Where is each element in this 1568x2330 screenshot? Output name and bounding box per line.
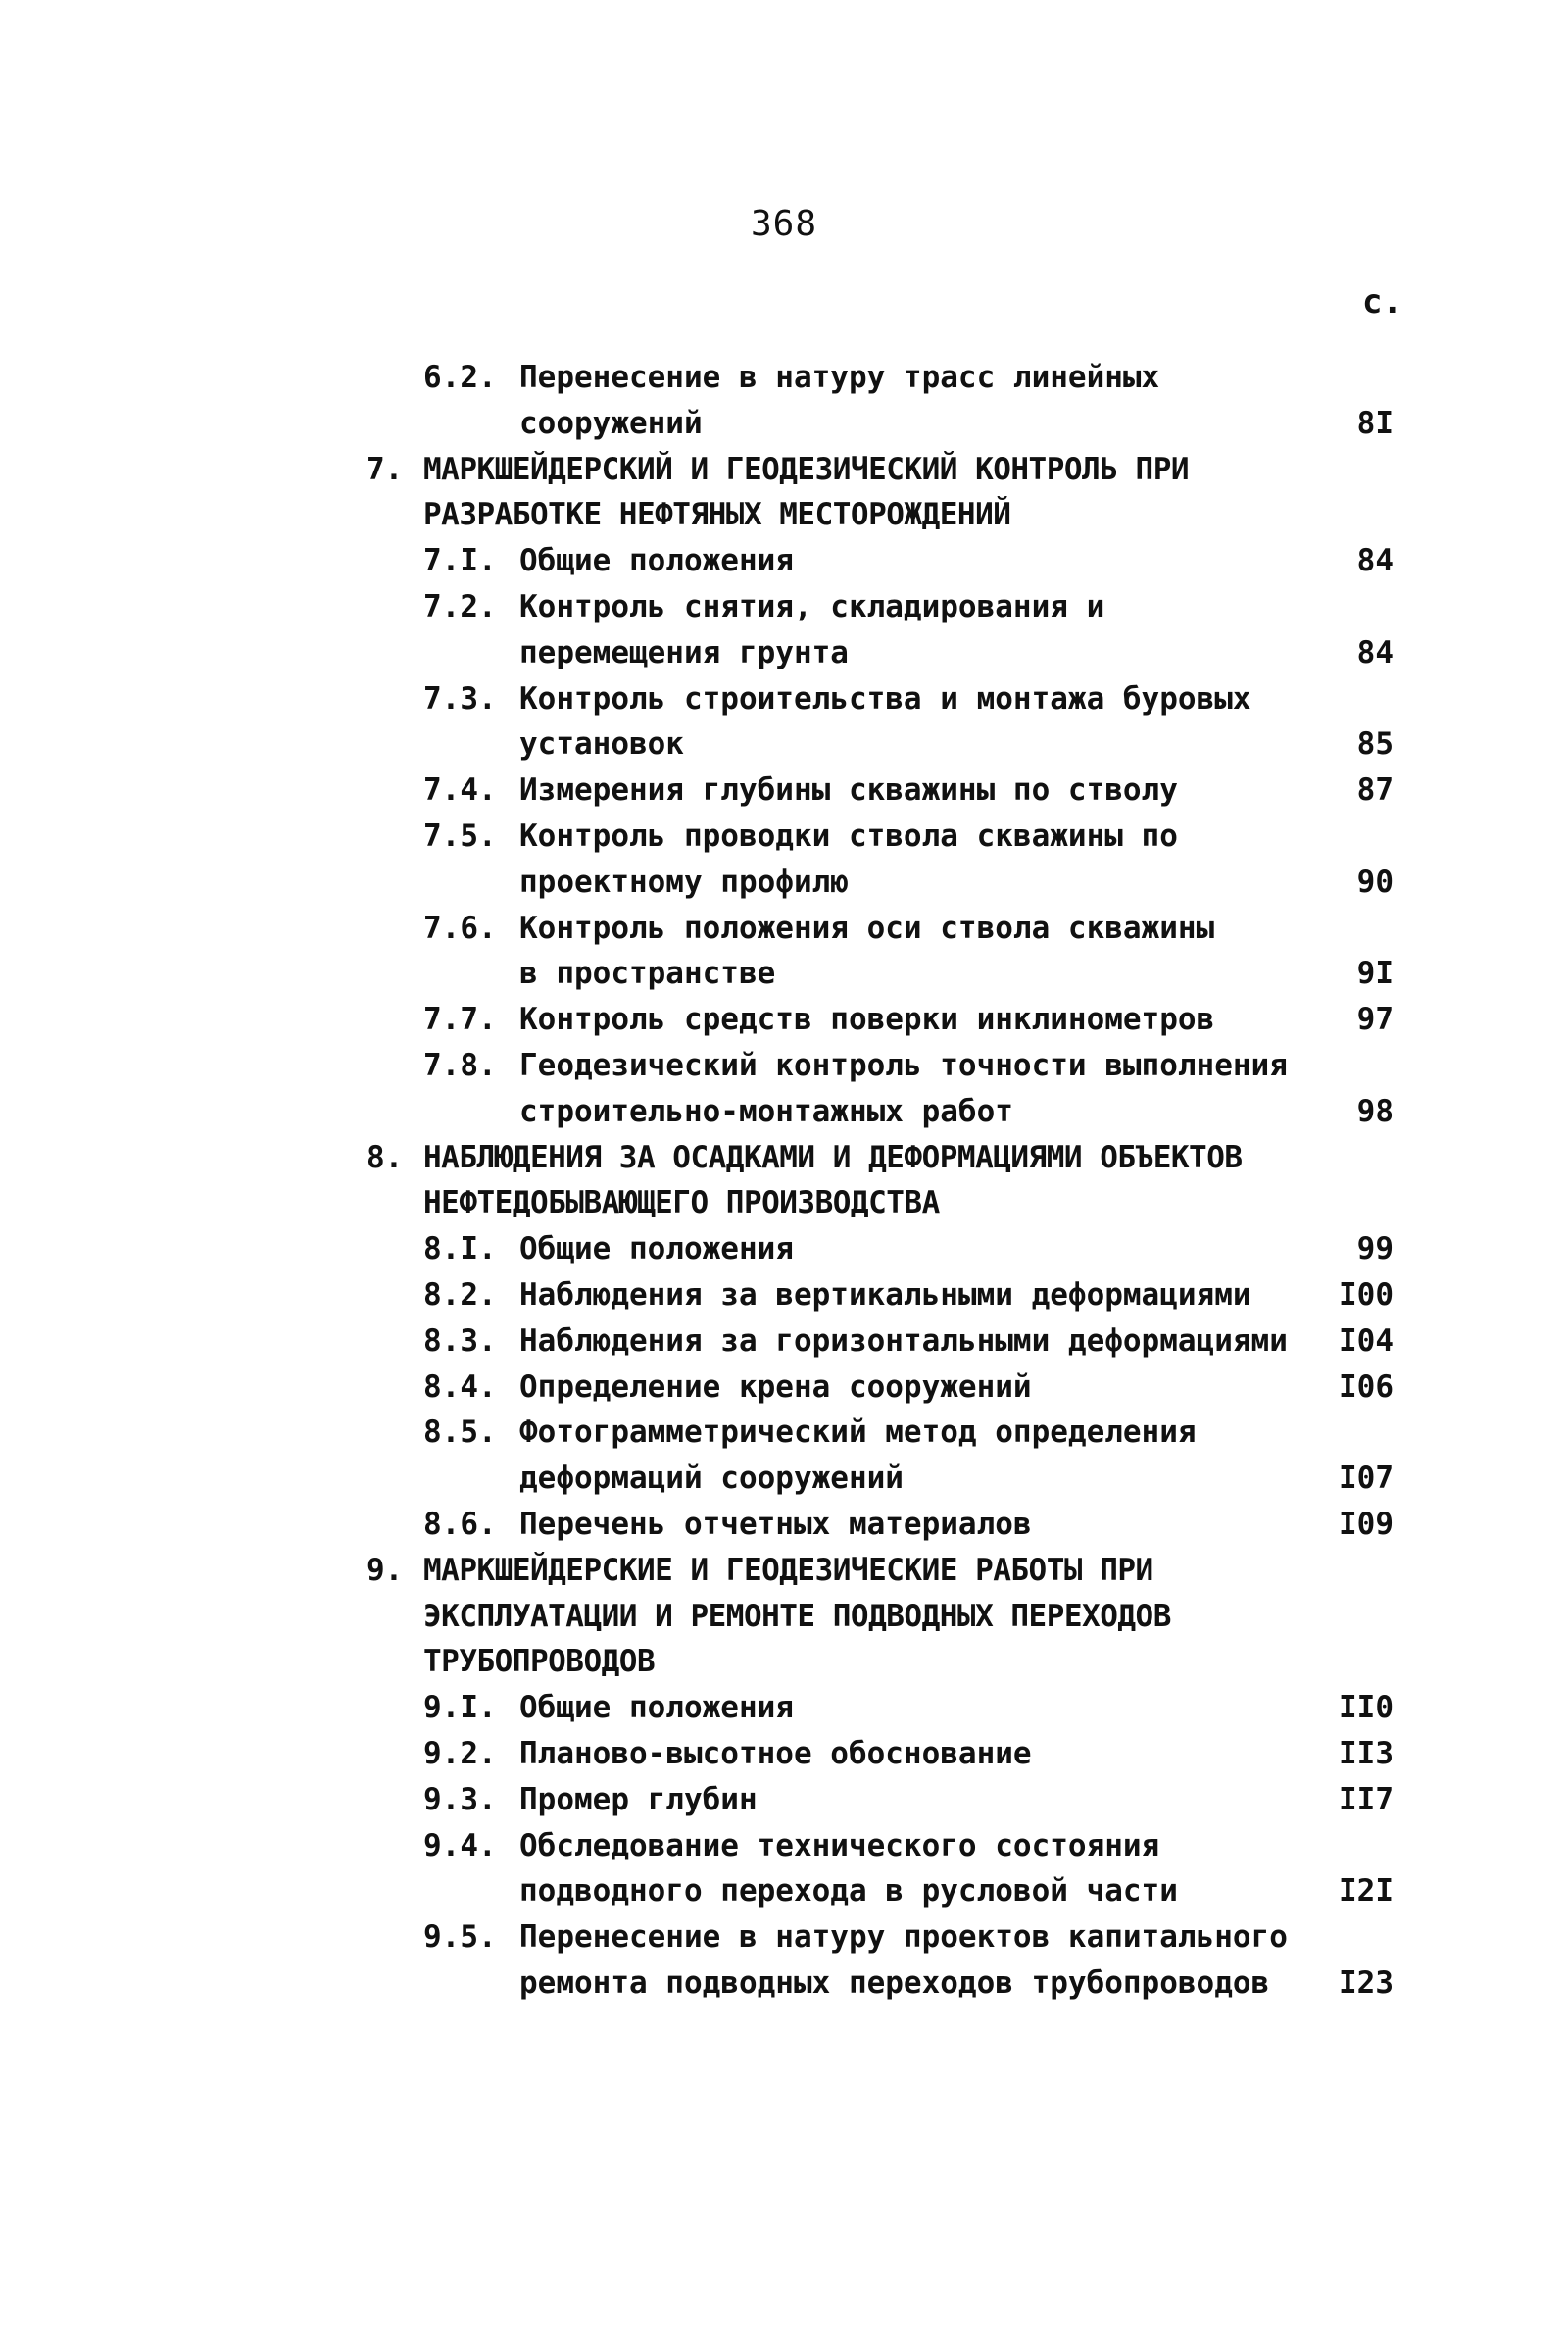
toc-section: [0, 447, 1568, 539]
toc-entry-title-line: Определение крена сооружений: [519, 1368, 1032, 1405]
toc-entry-title: [519, 1777, 1568, 1823]
toc-entry: [0, 1823, 1568, 1915]
toc-entry-page: 98: [1356, 1093, 1394, 1129]
toc-entry-title-line: Контроль строительства и монтажа буровых: [519, 680, 1251, 717]
toc-entry-number: 9.4.: [423, 1827, 497, 1863]
toc-entry-title-line: Обследование технического состояния: [519, 1827, 1160, 1863]
toc-entry-page: 9I: [1356, 956, 1394, 992]
toc-entry-title-line: Наблюдения за вертикальными деформациями: [519, 1276, 1251, 1313]
toc-entry-number: 8.I.: [423, 1231, 497, 1267]
toc-entry-page: 87: [1356, 772, 1394, 809]
toc-entry-page: 8I: [1356, 405, 1394, 441]
toc-entry-page: I04: [1339, 1322, 1394, 1359]
toc-entry-page: 99: [1356, 1231, 1394, 1267]
toc-entry: [0, 1226, 1568, 1272]
toc-entry-title: [519, 997, 1568, 1043]
toc-entry-number: 8.4.: [423, 1368, 497, 1405]
toc-entry-title: [519, 1364, 1568, 1411]
toc-entry-page: I09: [1339, 1506, 1394, 1542]
toc-entry: [0, 676, 1568, 768]
toc-entry-title: [423, 1135, 1568, 1227]
toc-entry-title: [519, 676, 1568, 768]
toc-entry: [0, 1914, 1568, 2007]
toc-entry: [0, 1685, 1568, 1731]
toc-entry-number: 7.8.: [423, 1047, 497, 1083]
toc-entry-number: 7.6.: [423, 910, 497, 946]
toc-entry: [0, 997, 1568, 1043]
toc-entry: [0, 1410, 1568, 1502]
toc-entry-title-line: Контроль средств поверки инклинометров: [519, 1002, 1215, 1038]
toc-entry-page: II7: [1339, 1781, 1394, 1817]
toc-entry-number: 7.5.: [423, 818, 497, 854]
toc-entry-number: 9.5.: [423, 1919, 497, 1956]
toc-entry-title-line: Фотограмметрический метод определения: [519, 1414, 1197, 1451]
toc-entry-page: I00: [1339, 1276, 1394, 1313]
toc-entry-page: II3: [1339, 1735, 1394, 1771]
toc-entry-page: I06: [1339, 1368, 1394, 1405]
page-number: 368: [750, 204, 818, 244]
toc-entry-title-line: подводного перехода в русловой части: [519, 1873, 1178, 1909]
toc-entry-title: [519, 814, 1568, 906]
toc-entry-title: [519, 1823, 1568, 1915]
toc-entry: [0, 1043, 1568, 1135]
toc-entry: [0, 1272, 1568, 1318]
toc-entry: [0, 1318, 1568, 1364]
toc-entry-page: 90: [1356, 864, 1394, 900]
toc-entry-page: I23: [1339, 1964, 1394, 2001]
toc-entry-title-line: ЭКСПЛУАТАЦИИ И РЕМОНТЕ ПОДВОДНЫХ ПЕРЕХОДОВ: [423, 1598, 1171, 1634]
table-of-contents: [0, 355, 1568, 2007]
toc-entry-page: 84: [1356, 634, 1394, 670]
toc-entry-number: 8.2.: [423, 1276, 497, 1313]
toc-entry-title-line: Наблюдения за горизонтальными деформациями: [519, 1322, 1288, 1359]
toc-entry-title: [519, 538, 1568, 584]
toc-entry-title-line: сооружений: [519, 405, 703, 441]
toc-entry-title-line: Перенесение в натуру трасс линейных: [519, 360, 1160, 395]
page-column-label: с.: [1362, 282, 1402, 322]
toc-entry-title-line: деформаций сооружений: [519, 1461, 904, 1497]
toc-entry-title: [423, 1548, 1568, 1685]
toc-entry-title-line: РАЗРАБОТКЕ НЕФТЯНЫХ МЕСТОРОЖДЕНИЙ: [423, 497, 1011, 533]
toc-entry: [0, 584, 1568, 676]
toc-entry-number: 7.7.: [423, 1002, 497, 1038]
toc-entry-title-line: ТРУБОПРОВОДОВ: [423, 1644, 656, 1680]
toc-entry-title-line: Контроль снятия, складирования и: [519, 588, 1105, 624]
toc-entry-title-line: Планово-высотное обоснование: [519, 1735, 1032, 1771]
toc-entry-title: [519, 1226, 1568, 1272]
toc-entry-title: [519, 355, 1568, 447]
toc-entry-title: [519, 1914, 1568, 2007]
toc-entry-title: [519, 1318, 1568, 1364]
toc-entry-number: 7.: [367, 451, 404, 487]
toc-entry-page: I07: [1339, 1461, 1394, 1497]
toc-entry-title-line: Общие положения: [519, 543, 794, 579]
toc-entry: [0, 1364, 1568, 1411]
toc-entry: [0, 906, 1568, 998]
toc-entry-title: [519, 768, 1568, 814]
toc-entry-number: 9.I.: [423, 1690, 497, 1726]
toc-entry-title-line: Перечень отчетных материалов: [519, 1506, 1032, 1542]
toc-entry-title-line: Промер глубин: [519, 1781, 758, 1817]
toc-entry-title: [519, 906, 1568, 998]
toc-entry-title: [519, 1731, 1568, 1777]
toc-entry-title-line: проектному профилю: [519, 864, 849, 900]
toc-entry: [0, 1731, 1568, 1777]
toc-entry-number: 6.2.: [423, 360, 497, 395]
toc-entry-number: 8.: [367, 1139, 404, 1175]
toc-entry-title: [519, 584, 1568, 676]
toc-entry-number: 7.3.: [423, 680, 497, 717]
toc-entry-page: 85: [1356, 726, 1394, 763]
toc-entry-title: [519, 1685, 1568, 1731]
toc-entry-number: 8.6.: [423, 1506, 497, 1542]
toc-entry: [0, 1777, 1568, 1823]
toc-entry-title-line: Измерения глубины скважины по стволу: [519, 772, 1178, 809]
toc-entry-title-line: в пространстве: [519, 956, 776, 992]
toc-entry-title-line: перемещения грунта: [519, 634, 849, 670]
toc-entry-title-line: НЕФТЕДОБЫВАЮЩЕГО ПРОИЗВОДСТВА: [423, 1185, 940, 1221]
toc-entry-title-line: Контроль положения оси ствола скважины: [519, 910, 1215, 946]
toc-entry: [0, 768, 1568, 814]
toc-entry-title-line: Общие положения: [519, 1690, 794, 1726]
toc-entry-page: 84: [1356, 543, 1394, 579]
toc-entry-title-line: ремонта подводных переходов трубопроводов: [519, 1964, 1270, 2001]
toc-entry-title: [423, 447, 1568, 539]
toc-entry: [0, 1502, 1568, 1548]
toc-entry-page: II0: [1339, 1690, 1394, 1726]
toc-entry-title: [519, 1502, 1568, 1548]
toc-entry-title-line: установок: [519, 726, 684, 763]
toc-section: [0, 1135, 1568, 1227]
toc-entry-title-line: МАРКШЕЙДЕРСКИЕ И ГЕОДЕЗИЧЕСКИЕ РАБОТЫ ПРИ: [423, 1552, 1153, 1588]
toc-entry-number: 7.2.: [423, 588, 497, 624]
toc-entry-number: 9.2.: [423, 1735, 497, 1771]
toc-entry-title: [519, 1272, 1568, 1318]
toc-entry: [0, 538, 1568, 584]
toc-entry-title: [519, 1043, 1568, 1135]
toc-entry-title-line: строительно-монтажных работ: [519, 1093, 1013, 1129]
toc-entry-number: 8.5.: [423, 1414, 497, 1451]
toc-entry-title-line: НАБЛЮДЕНИЯ ЗА ОСАДКАМИ И ДЕФОРМАЦИЯМИ ОБЪЕКТОВ: [423, 1139, 1243, 1175]
toc-entry-title: [519, 1410, 1568, 1502]
toc-entry: [0, 355, 1568, 447]
toc-entry-title-line: Общие положения: [519, 1231, 794, 1267]
toc-entry-title-line: Перенесение в натуру проектов капитального: [519, 1919, 1288, 1956]
toc-entry-number: 7.I.: [423, 543, 497, 579]
toc-entry: [0, 814, 1568, 906]
toc-entry-number: 9.3.: [423, 1781, 497, 1817]
toc-section: [0, 1548, 1568, 1685]
toc-entry-number: 7.4.: [423, 772, 497, 809]
toc-entry-title-line: МАРКШЕЙДЕРСКИЙ И ГЕОДЕЗИЧЕСКИЙ КОНТРОЛЬ ПРИ: [423, 451, 1190, 487]
toc-entry-page: 97: [1356, 1002, 1394, 1038]
toc-entry-number: 8.3.: [423, 1322, 497, 1359]
toc-entry-number: 9.: [367, 1552, 404, 1588]
toc-entry-title-line: Контроль проводки ствола скважины по: [519, 818, 1178, 854]
toc-entry-title-line: Геодезический контроль точности выполнения: [519, 1047, 1288, 1083]
toc-entry-page: I2I: [1339, 1873, 1394, 1909]
